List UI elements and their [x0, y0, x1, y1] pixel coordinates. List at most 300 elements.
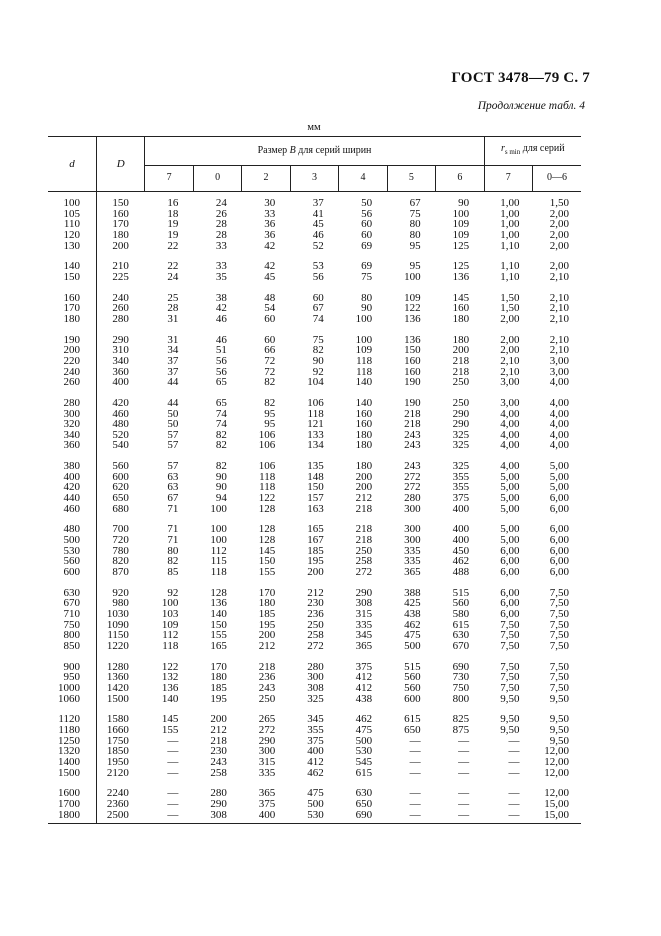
table-cell: 7,50	[549, 639, 569, 652]
table-cell: 2,00	[500, 344, 520, 357]
table-cell: 82	[215, 428, 227, 441]
table-cell: 128	[210, 586, 227, 599]
table-cell: 140	[161, 692, 179, 705]
table-cell: 46	[312, 228, 324, 241]
table-cell: 31	[167, 312, 179, 325]
table-cell: 185	[210, 681, 227, 694]
table-row	[48, 377, 581, 388]
table-cell: 170	[63, 302, 80, 315]
table-cell: 700	[96, 524, 144, 535]
table-cell: 50	[167, 418, 179, 431]
table-cell: 300	[404, 523, 421, 536]
table-cell: 95	[409, 239, 421, 252]
table-cell: 82	[264, 376, 276, 389]
table-cell: 250	[452, 396, 470, 409]
table-cell: 136	[161, 681, 179, 694]
series-header-b: 6	[436, 166, 484, 192]
table-cell: 460	[96, 409, 144, 420]
table-cell: 118	[259, 470, 276, 483]
table-cell: 109	[452, 218, 470, 231]
table-cell: 128	[258, 534, 276, 547]
table-cell: 100	[210, 534, 227, 547]
table-cell: 100	[210, 523, 227, 536]
table-cell: 90	[458, 197, 470, 209]
table-cell: 7,50	[500, 639, 520, 652]
table-cell: 290	[452, 418, 470, 431]
table-cell: 180	[96, 230, 144, 241]
table-cell: 160	[355, 418, 373, 431]
header-D: D	[96, 137, 144, 192]
table-cell: 820	[96, 556, 144, 567]
table-cell: 6,00	[500, 586, 520, 599]
table-cell: 100	[355, 312, 373, 325]
table-cell: 1090	[96, 620, 144, 631]
table-cell: 136	[404, 333, 421, 346]
table-cell: 6,00	[549, 523, 569, 536]
table-cell: 45	[312, 218, 324, 231]
table-cell: 300	[258, 745, 276, 758]
table-cell: 272	[404, 481, 421, 494]
table-cell: 218	[355, 523, 373, 536]
table-cell: 360	[63, 439, 80, 452]
table-cell: 243	[210, 755, 227, 768]
table-cell: 122	[258, 492, 276, 505]
table-cell: 340	[63, 428, 80, 441]
table-cell: —	[409, 787, 421, 800]
table-cell: 400	[307, 745, 324, 758]
table-cell: 1580	[96, 714, 144, 725]
table-cell: 315	[258, 755, 276, 768]
table-row	[48, 810, 581, 821]
table-cell: 170	[258, 586, 276, 599]
table-cell: 19	[167, 218, 179, 231]
table-cell: —	[409, 766, 421, 779]
table-cell: 412	[355, 681, 373, 694]
table-cell: 42	[215, 302, 227, 315]
table-cell: 16	[167, 197, 179, 209]
table-cell: 100	[210, 502, 227, 515]
table-cell: —	[409, 745, 421, 758]
table-cell: 109	[452, 228, 470, 241]
table-cell: 243	[258, 681, 276, 694]
table-cell: 5,00	[549, 470, 569, 483]
table-cell: 250	[258, 692, 276, 705]
table-cell: 630	[452, 629, 470, 642]
table-cell: 360	[96, 367, 144, 378]
table-cell: 335	[355, 618, 373, 631]
table-cell: 150	[258, 555, 276, 568]
table-cell: 7,50	[549, 660, 569, 673]
table-cell: 82	[167, 555, 179, 568]
table-cell: 100	[452, 207, 470, 220]
table-cell: 1420	[96, 683, 144, 694]
table-cell: 140	[355, 376, 373, 389]
table-cell: 875	[452, 723, 470, 736]
table-cell: 160	[63, 291, 80, 304]
table-cell: 290	[258, 734, 276, 747]
table-row	[48, 314, 581, 325]
table-cell: 118	[356, 365, 373, 378]
table-cell: 157	[307, 492, 324, 505]
table-cell: 140	[63, 260, 80, 273]
table-cell: —	[409, 808, 421, 821]
table-cell: 388	[404, 586, 421, 599]
table-cell: 100	[355, 333, 373, 346]
table-cell: 135	[307, 460, 324, 473]
table-cell: 95	[409, 260, 421, 273]
table-cell: 218	[355, 502, 373, 515]
table-cell: 9,50	[549, 713, 569, 726]
table-cell: 420	[63, 481, 80, 494]
table-cell: 310	[96, 345, 144, 356]
table-cell: 600	[404, 692, 421, 705]
table-cell: 560	[63, 555, 80, 568]
table-cell: 300	[307, 671, 324, 684]
table-cell: 56	[361, 207, 373, 220]
table-cell: —	[167, 797, 179, 810]
table-cell: 115	[210, 555, 227, 568]
table-cell: 480	[63, 523, 80, 536]
table-cell: 75	[409, 207, 421, 220]
table-cell: 74	[312, 312, 324, 325]
table-cell: 4,00	[549, 418, 569, 431]
table-cell: 212	[307, 586, 324, 599]
table-cell: 100	[404, 270, 421, 283]
table-cell: 106	[258, 439, 276, 452]
table-cell: 220	[63, 354, 80, 367]
table-cell: 630	[63, 586, 80, 599]
table-cell: 3,00	[500, 376, 520, 389]
table-row	[48, 272, 581, 283]
table-cell: 19	[167, 228, 179, 241]
table-row	[48, 241, 581, 252]
table-cell: 500	[355, 734, 373, 747]
table-cell: 24	[215, 197, 227, 209]
table-cell: 28	[167, 302, 179, 315]
table-cell: 2,10	[549, 291, 569, 304]
table-cell: 185	[307, 544, 324, 557]
table-cell: 2,00	[500, 312, 520, 325]
table-cell: 6,00	[500, 597, 520, 610]
series-header-b: 0	[193, 166, 241, 192]
table-cell: —	[409, 797, 421, 810]
table-cell: 82	[215, 460, 227, 473]
table-cell: —	[458, 745, 470, 758]
table-cell: 500	[404, 639, 421, 652]
table-cell: 120	[63, 228, 80, 241]
table-cell: 1,10	[500, 260, 520, 273]
table-cell: 2,00	[549, 218, 569, 231]
table-cell: 33	[264, 207, 276, 220]
series-header-b: 3	[290, 166, 338, 192]
table-cell: 375	[307, 734, 324, 747]
table-cell: 150	[210, 618, 227, 631]
table-cell: 36	[264, 228, 276, 241]
table-cell: 280	[404, 492, 421, 505]
table-cell: 121	[307, 418, 324, 431]
table-cell: 1950	[96, 757, 144, 768]
table-cell: 400	[452, 502, 470, 515]
table-cell: 56	[312, 270, 324, 283]
table-cell: 165	[210, 639, 227, 652]
table-cell: 6,00	[500, 566, 520, 579]
table-cell: 110	[63, 218, 80, 231]
table-cell: 6,00	[500, 555, 520, 568]
table-cell: 66	[264, 344, 276, 357]
table-cell: 136	[452, 270, 470, 283]
table-cell: 345	[307, 713, 324, 726]
table-cell: 340	[96, 356, 144, 367]
table-cell: 50	[167, 407, 179, 420]
table-cell: 200	[96, 241, 144, 252]
table-cell: 24	[167, 270, 179, 283]
header-width-series: Размер B для серий ширин	[145, 137, 484, 166]
table-cell: 6,00	[500, 544, 520, 557]
table-cell: 800	[452, 692, 470, 705]
table-cell: 225	[96, 272, 144, 283]
series-header-b: 4	[339, 166, 387, 192]
table-cell: 74	[215, 407, 227, 420]
table-cell: 22	[167, 260, 179, 273]
table-cell: 375	[452, 492, 470, 505]
table-cell: 60	[312, 291, 324, 304]
table-cell: 670	[452, 639, 470, 652]
table-cell: 980	[96, 598, 144, 609]
table-cell: 1180	[58, 723, 80, 736]
header-d: d	[48, 137, 96, 192]
table-cell: 475	[355, 723, 373, 736]
table-cell: 105	[63, 207, 80, 220]
table-cell: 118	[162, 639, 179, 652]
table-cell: 3,00	[500, 396, 520, 409]
table-cell: 25	[167, 291, 179, 304]
table-cell: 355	[452, 470, 470, 483]
table-cell: 1220	[96, 641, 144, 652]
bearing-dimensions-table	[48, 136, 581, 824]
table-cell: 218	[404, 418, 421, 431]
table-cell: 69	[361, 239, 373, 252]
table-row	[48, 356, 581, 367]
table-cell: 355	[452, 481, 470, 494]
table-row	[48, 567, 581, 578]
table-row	[48, 799, 581, 810]
table-cell: 425	[404, 597, 421, 610]
table-cell: 7,50	[549, 608, 569, 620]
table-cell: 15,00	[544, 797, 569, 810]
table-cell: 825	[452, 713, 470, 726]
table-cell: 272	[404, 470, 421, 483]
table-cell: 300	[63, 407, 80, 420]
table-cell: 190	[404, 396, 421, 409]
table-cell: 1500	[57, 766, 80, 779]
table-cell: 2240	[96, 788, 144, 799]
table-cell: 145	[161, 713, 179, 726]
table-cell: 185	[258, 608, 276, 620]
table-cell: 520	[96, 430, 144, 441]
table-cell: 400	[258, 808, 276, 821]
table-cell: 650	[404, 723, 421, 736]
table-cell: 7,50	[549, 629, 569, 642]
table-cell: 380	[63, 460, 80, 473]
table-cell: 26	[215, 207, 227, 220]
table-cell: 5,00	[500, 523, 520, 536]
table-cell: 50	[361, 197, 373, 209]
table-cell: 375	[258, 797, 276, 810]
table-cell: 462	[404, 618, 421, 631]
table-cell: 82	[264, 396, 276, 409]
table-cell: 118	[210, 566, 227, 579]
table-cell: 480	[96, 419, 144, 430]
table-cell: 71	[167, 502, 179, 515]
table-cell: 260	[63, 376, 80, 389]
table-cell: 57	[167, 428, 179, 441]
table-cell: 170	[210, 660, 227, 673]
table-cell: 7,50	[500, 618, 520, 631]
table-cell: 615	[404, 713, 421, 726]
table-row	[48, 504, 581, 515]
table-cell: 690	[452, 660, 470, 673]
table-cell: 180	[355, 428, 373, 441]
table-cell: 125	[452, 260, 470, 273]
table-cell: 2,10	[500, 354, 520, 367]
table-cell: 195	[307, 555, 324, 568]
table-cell: 1700	[57, 797, 80, 810]
table-cell: 1750	[96, 736, 144, 747]
table-cell: 155	[161, 723, 179, 736]
table-cell: 72	[264, 354, 276, 367]
table-cell: 1500	[96, 694, 144, 705]
table-cell: 56	[215, 365, 227, 378]
table-cell: 240	[63, 365, 80, 378]
table-cell: 12,00	[544, 766, 569, 779]
table-cell: 2120	[96, 768, 144, 779]
table-cell: 315	[355, 608, 373, 620]
table-cell: 1,10	[500, 239, 520, 252]
table-cell: 560	[452, 597, 470, 610]
table-cell: —	[458, 787, 470, 800]
table-cell: 125	[452, 239, 470, 252]
table-cell: 106	[307, 396, 324, 409]
table-cell: 5,00	[549, 460, 569, 473]
table-cell: 54	[264, 302, 276, 315]
table-cell: 462	[307, 766, 324, 779]
table-cell: 5,00	[500, 470, 520, 483]
header-rs-min-series: $r_{s min}$ для серий	[484, 137, 581, 166]
table-cell: 22	[167, 239, 179, 252]
table-cell: 90	[312, 354, 324, 367]
table-cell: —	[458, 734, 470, 747]
table-cell: 280	[210, 787, 227, 800]
table-cell: 230	[307, 597, 324, 610]
table-cell: 6,00	[549, 502, 569, 515]
table-cell: 335	[258, 766, 276, 779]
table-cell: 1000	[57, 681, 80, 694]
table-cell: 335	[404, 555, 421, 568]
table-cell: 150	[96, 198, 144, 209]
table-cell: 9,50	[549, 692, 569, 705]
table-cell: 5,00	[500, 502, 520, 515]
table-cell: 112	[210, 544, 227, 557]
series-header-b: 7	[145, 166, 193, 192]
table-cell: 128	[258, 523, 276, 536]
table-cell: 308	[355, 597, 373, 610]
table-cell: 258	[210, 766, 227, 779]
series-header-b: 2	[242, 166, 290, 192]
table-cell: 6,00	[549, 534, 569, 547]
table-cell: 9,50	[500, 692, 520, 705]
table-cell: 2,10	[549, 344, 569, 357]
table-cell: 400	[452, 523, 470, 536]
table-cell: —	[167, 755, 179, 768]
table-cell: 75	[312, 333, 324, 346]
table-cell: 670	[63, 597, 80, 610]
table-cell: 6,00	[500, 608, 520, 620]
units-label: мм	[307, 122, 321, 133]
table-cell: 7,50	[549, 618, 569, 631]
table-cell: —	[167, 808, 179, 821]
table-body	[48, 192, 581, 824]
table-cell: 180	[63, 312, 80, 325]
table-cell: 5,00	[500, 492, 520, 505]
table-cell: 4,00	[549, 407, 569, 420]
table-cell: 265	[258, 713, 276, 726]
table-cell: 118	[307, 407, 324, 420]
table-cell: 218	[404, 407, 421, 420]
table-cell: 200	[307, 566, 324, 579]
table-cell: 210	[96, 261, 144, 272]
table-cell: 4,00	[500, 407, 520, 420]
table-cell: 48	[264, 291, 276, 304]
table-cell: 243	[404, 428, 421, 441]
table-cell: 850	[63, 639, 80, 652]
table-cell: 212	[210, 723, 227, 736]
table-cell: 530	[63, 544, 80, 557]
table-cell: 31	[167, 333, 179, 346]
table-cell: 1,00	[500, 207, 520, 220]
table-cell: 69	[361, 260, 373, 273]
table-cell: 335	[404, 544, 421, 557]
table-cell: 7,50	[549, 597, 569, 610]
table-cell: 56	[215, 354, 227, 367]
table-cell: 320	[63, 418, 80, 431]
table-cell: 325	[452, 460, 470, 473]
table-cell: 2,00	[549, 239, 569, 252]
table-cell: 167	[307, 534, 324, 547]
table-cell: 165	[307, 523, 324, 536]
table-cell: 345	[355, 629, 373, 642]
table-cell: 230	[210, 745, 227, 758]
table-cell: 4,00	[549, 439, 569, 452]
table-cell: 180	[355, 460, 373, 473]
table-cell: 218	[210, 734, 227, 747]
table-cell: 243	[404, 460, 421, 473]
table-cell: 104	[307, 376, 324, 389]
table-row	[48, 641, 581, 652]
table-cell: —	[458, 808, 470, 821]
table-cell: 128	[258, 502, 276, 515]
table-cell: 560	[404, 681, 421, 694]
table-cell: 300	[404, 534, 421, 547]
table-row	[48, 757, 581, 768]
table-cell: 400	[452, 534, 470, 547]
table-cell: 375	[355, 660, 373, 673]
table-cell: 200	[355, 470, 373, 483]
table-cell: 400	[63, 470, 80, 483]
table-cell: 545	[355, 755, 373, 768]
table-cell: —	[508, 797, 520, 810]
table-cell: 80	[409, 228, 421, 241]
table-cell: 28	[215, 228, 227, 241]
